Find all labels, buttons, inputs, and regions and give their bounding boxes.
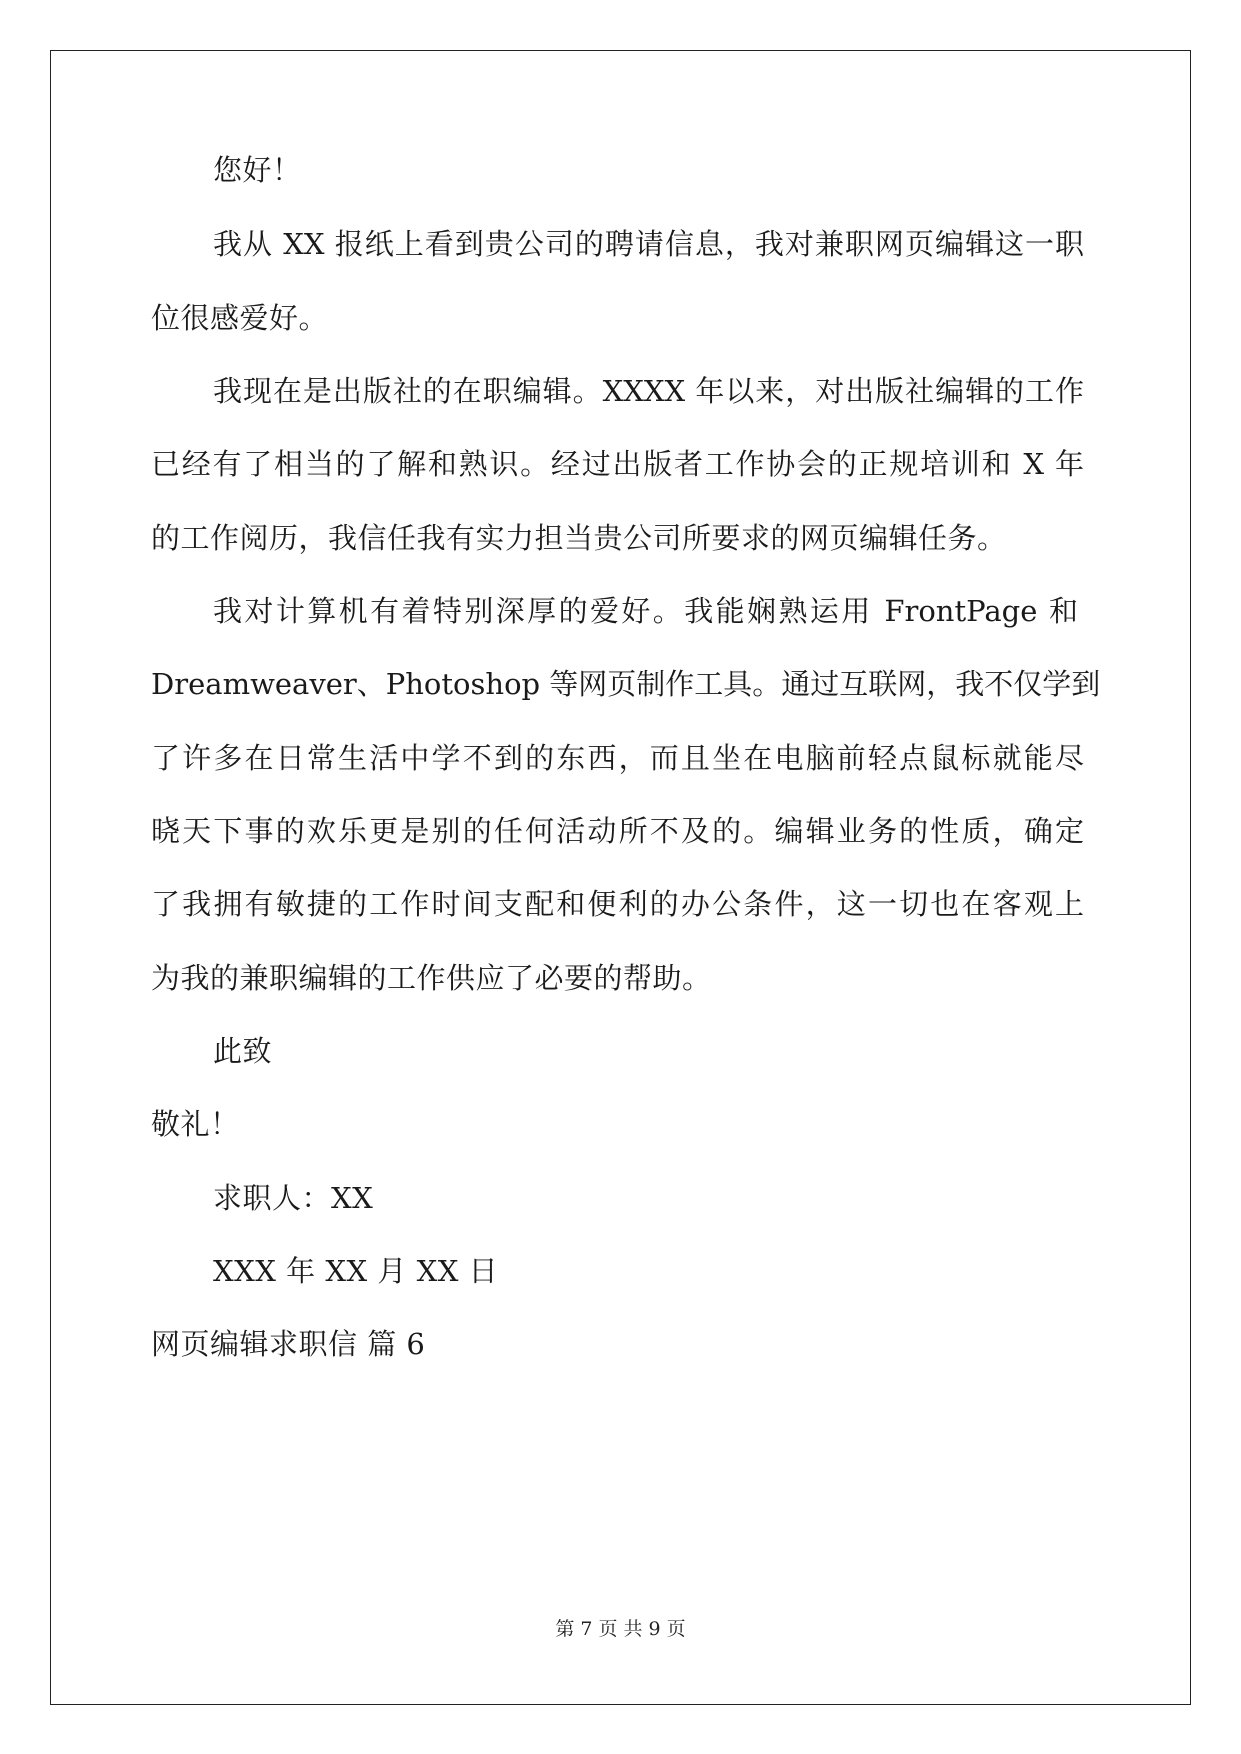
signature: 求职人：XX — [213, 1181, 374, 1215]
paragraph-1-line-2: 位很感爱好。 — [151, 301, 329, 335]
paragraph-3-line-6: 为我的兼职编辑的工作供应了必要的帮助。 — [151, 961, 712, 995]
paragraph-2-line-1: 我现在是出版社的在职编辑。XXXX 年以来，对出版社编辑的工作 — [213, 374, 1084, 408]
paragraph-3-line-5: 了我拥有敏捷的工作时间支配和便利的办公条件，这一切也在客观上 — [151, 887, 1084, 921]
closing: 此致 — [213, 1034, 273, 1068]
date: XXX 年 XX 月 XX 日 — [213, 1254, 499, 1288]
salute: 敬礼！ — [151, 1107, 240, 1141]
paragraph-3-line-4: 晓天下事的欢乐更是别的任何活动所不及的。编辑业务的性质，确定 — [151, 814, 1084, 848]
paragraph-3-line-3: 了许多在日常生活中学不到的东西，而且坐在电脑前轻点鼠标就能尽 — [151, 741, 1084, 775]
next-section-heading: 网页编辑求职信 篇 6 — [151, 1327, 426, 1361]
paragraph-3-line-2: Dreamweaver、Photoshop 等网页制作工具。通过互联网，我不仅学到 — [151, 667, 1101, 701]
page-border — [50, 50, 1191, 1705]
paragraph-2-line-2: 已经有了相当的了解和熟识。经过出版者工作协会的正规培训和 X 年 — [151, 447, 1084, 481]
page-number: 第 7 页 共 9 页 — [555, 1618, 686, 1640]
paragraph-1-line-1: 我从 XX 报纸上看到贵公司的聘请信息，我对兼职网页编辑这一职 — [213, 227, 1084, 261]
greeting: 您好！ — [213, 153, 302, 187]
paragraph-2-line-3: 的工作阅历，我信任我有实力担当贵公司所要求的网页编辑任务。 — [151, 521, 1007, 555]
paragraph-3-line-1: 我对计算机有着特别深厚的爱好。我能娴熟运用 FrontPage 和 — [213, 594, 1078, 628]
